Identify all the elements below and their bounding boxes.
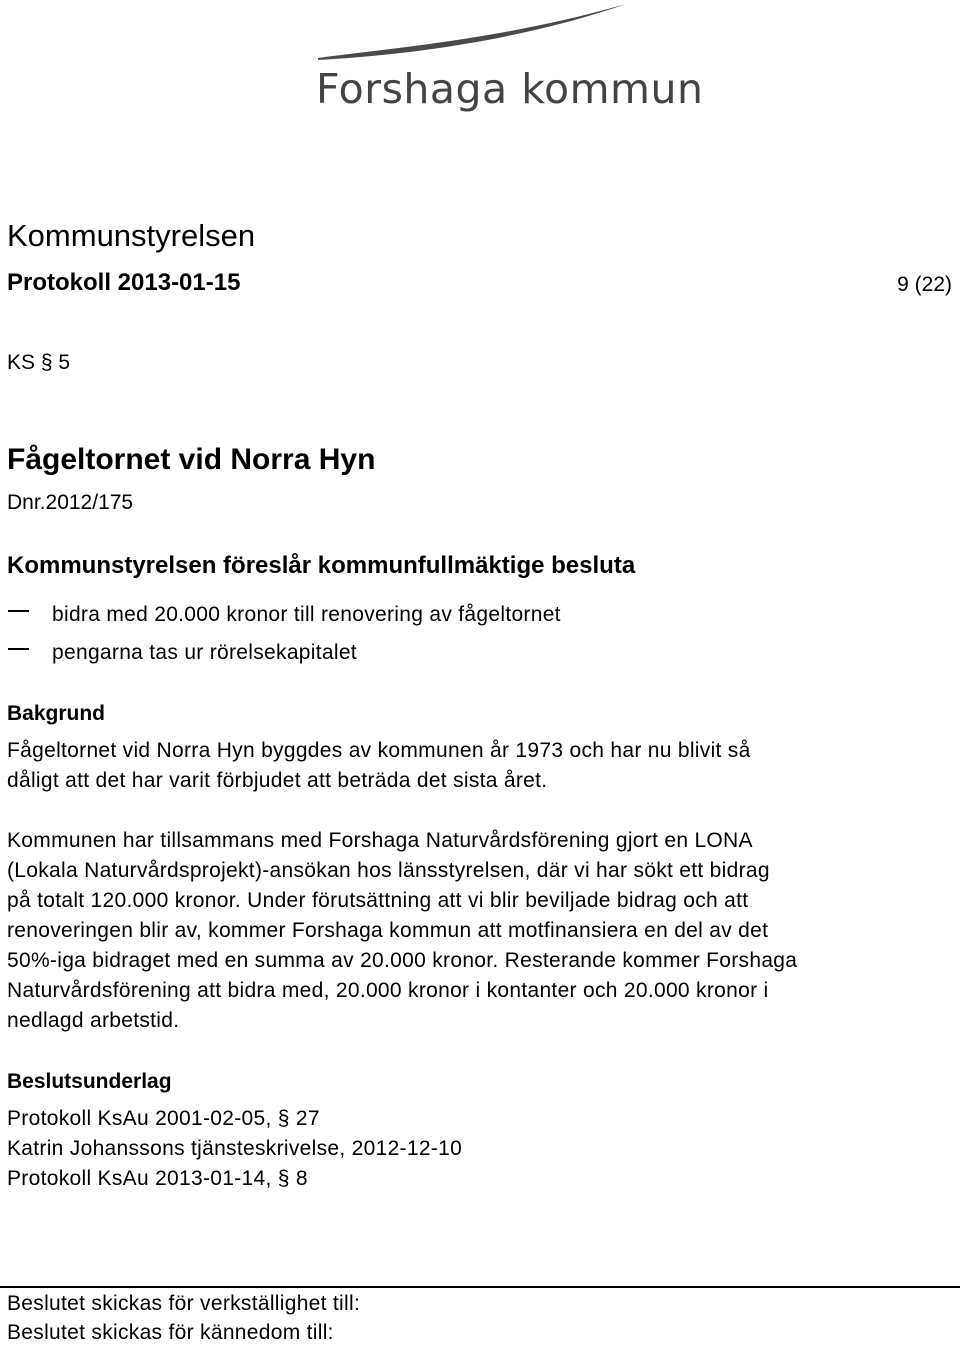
bullet-dash-2 <box>8 648 29 650</box>
list-item: Protokoll KsAu 2013-01-14, § 8 <box>7 1167 308 1190</box>
list-item: Katrin Johanssons tjänsteskrivelse, 2012-12-10 <box>7 1137 463 1160</box>
execution-recipients: Beslutet skickas för verkställighet till: <box>7 1292 361 1315</box>
bullet-dash-1 <box>8 610 29 612</box>
text-line: på totalt 120.000 kronor. Under förutsättning att vi blir beviljade bidrag och att <box>7 889 749 912</box>
text-line: renoveringen blir av, kommer Forshaga kommun att motfinansiera en del av det <box>7 919 769 942</box>
section-number: KS § 5 <box>7 351 71 374</box>
text-line: Fågeltornet vid Norra Hyn byggdes av kommunen år 1973 och har nu blivit så <box>7 739 751 762</box>
text-line: Naturvårdsförening att bidra med, 20.000 kronor i kontanter och 20.000 kronor i <box>7 979 769 1002</box>
footer-divider <box>0 1286 960 1288</box>
text-line: dåligt att det har varit förbjudet att beträda det sista året. <box>7 769 548 792</box>
logo <box>0 0 960 120</box>
text-line: Kommunen har tillsammans med Forshaga Naturvårdsförening gjort en LONA <box>7 829 753 852</box>
basis-heading: Beslutsunderlag <box>7 1070 172 1093</box>
information-recipients: Beslutet skickas för kännedom till: <box>7 1321 334 1344</box>
protocol-date: Protokoll 2013-01-15 <box>7 269 241 296</box>
basis-list <box>7 1104 942 1194</box>
proposal-heading: Kommunstyrelsen föreslår kommunfullmäktige besluta <box>7 552 636 579</box>
board-title: Kommunstyrelsen <box>7 218 256 253</box>
text-line: 50%-iga bidraget med en summa av 20.000 kronor. Resterande kommer Forshaga <box>7 949 798 972</box>
background-heading: Bakgrund <box>7 702 106 725</box>
text-line: nedlagd arbetstid. <box>7 1009 180 1032</box>
proposal-item-1: bidra med 20.000 kronor till renovering av fågeltornet <box>52 603 561 626</box>
page-number: 9 (22) <box>897 273 952 296</box>
list-item: Protokoll KsAu 2001-02-05, § 27 <box>7 1107 320 1130</box>
background-paragraph-1 <box>7 736 942 796</box>
proposal-item-2: pengarna tas ur rörelsekapitalet <box>52 641 357 664</box>
text-line: (Lokala Naturvårdsprojekt)-ansökan hos länsstyrelsen, där vi har sökt ett bidrag <box>7 859 770 882</box>
matter-title: Fågeltornet vid Norra Hyn <box>7 443 376 476</box>
logo-text: Forshaga kommun <box>316 65 704 113</box>
case-number: Dnr.2012/175 <box>7 491 134 514</box>
background-paragraph-2 <box>7 826 942 1036</box>
